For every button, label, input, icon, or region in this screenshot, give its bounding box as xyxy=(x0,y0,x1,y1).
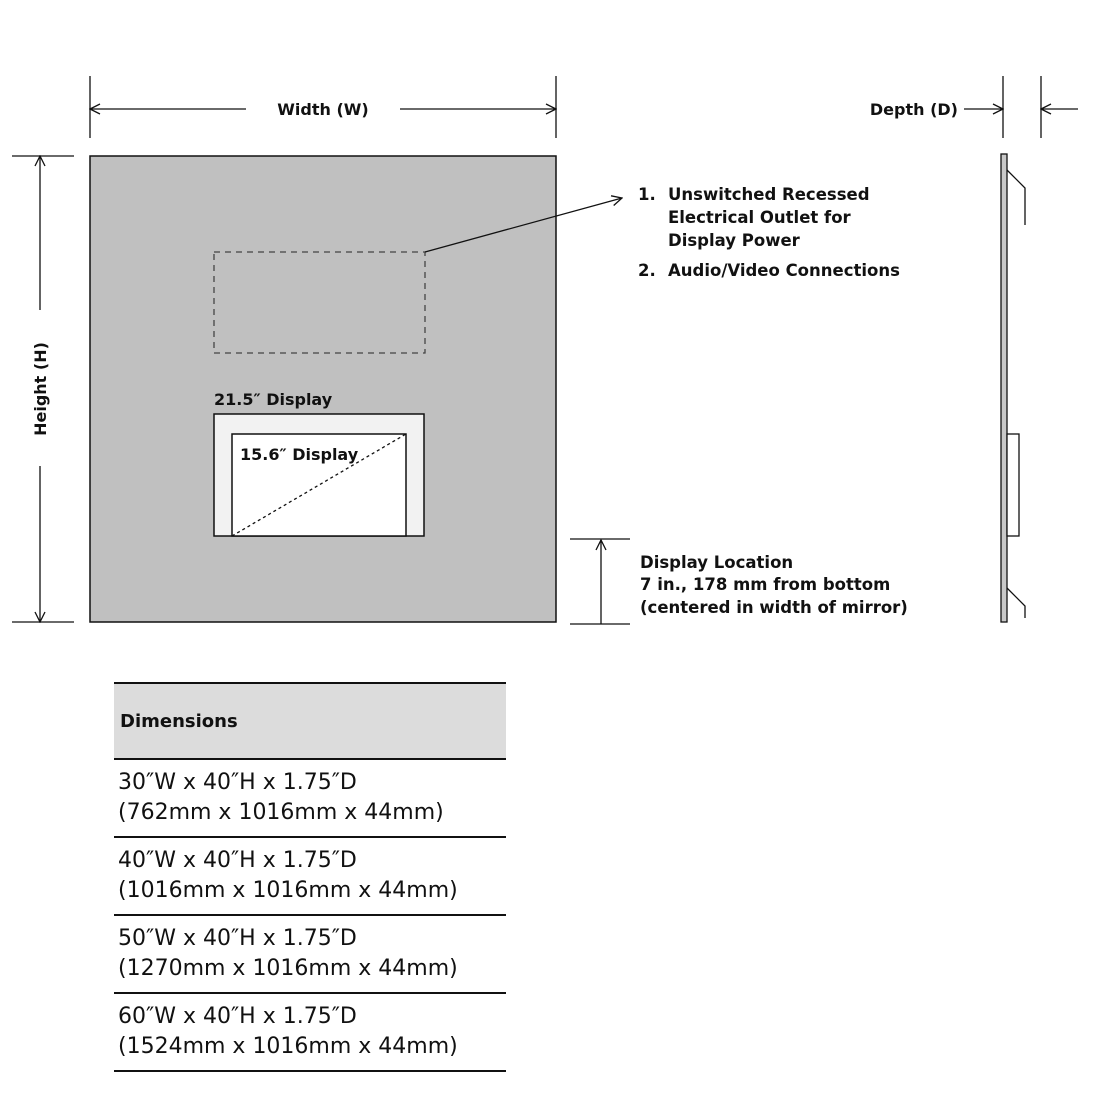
dimensions-table xyxy=(114,682,506,1072)
dimension-imperial: 40″W x 40″H x 1.75″D xyxy=(118,848,357,873)
dimension-cell xyxy=(114,759,506,837)
display-location-title: Display Location xyxy=(640,553,794,572)
table-row xyxy=(114,915,506,993)
dimension-metric: (762mm x 1016mm x 44mm) xyxy=(118,800,444,825)
mirror-front xyxy=(90,156,556,622)
dimension-metric: (1016mm x 1016mm x 44mm) xyxy=(118,878,458,903)
callout-list xyxy=(638,185,900,280)
dimension-imperial: 50″W x 40″H x 1.75″D xyxy=(118,926,357,951)
side-profile xyxy=(1001,154,1025,622)
width-dimension xyxy=(90,76,556,138)
dimension-cell xyxy=(114,837,506,915)
dimension-cell xyxy=(114,993,506,1071)
dimension-cell xyxy=(114,915,506,993)
depth-dimension xyxy=(870,76,1078,138)
dimension-metric: (1524mm x 1016mm x 44mm) xyxy=(118,1034,458,1059)
dimension-imperial: 60″W x 40″H x 1.75″D xyxy=(118,1004,357,1029)
dimension-imperial: 30″W x 40″H x 1.75″D xyxy=(118,770,357,795)
display-location-line-3: (centered in width of mirror) xyxy=(640,598,908,617)
callout-2-number: 2. xyxy=(638,261,656,280)
dimension-metric: (1270mm x 1016mm x 44mm) xyxy=(118,956,458,981)
width-label: Width (W) xyxy=(277,100,369,119)
table-header-row xyxy=(114,683,506,759)
callout-1-line-2: Electrical Outlet for xyxy=(668,208,851,227)
height-label: Height (H) xyxy=(31,342,50,436)
display-small-label: 15.6″ Display xyxy=(240,445,359,464)
depth-label: Depth (D) xyxy=(869,100,958,119)
dimensions-header: Dimensions xyxy=(114,683,506,759)
table-row xyxy=(114,993,506,1071)
callout-1-line-3: Display Power xyxy=(668,231,800,250)
display-large-label: 21.5″ Display xyxy=(214,390,333,409)
callout-2-line-1: Audio/Video Connections xyxy=(668,261,900,280)
display-location-line-2: 7 in., 178 mm from bottom xyxy=(640,575,891,594)
height-dimension xyxy=(12,156,74,622)
callout-1-number: 1. xyxy=(638,185,656,204)
display-location-dimension xyxy=(570,539,908,624)
table-row xyxy=(114,837,506,915)
table-row xyxy=(114,759,506,837)
callout-1-line-1: Unswitched Recessed xyxy=(668,185,870,204)
